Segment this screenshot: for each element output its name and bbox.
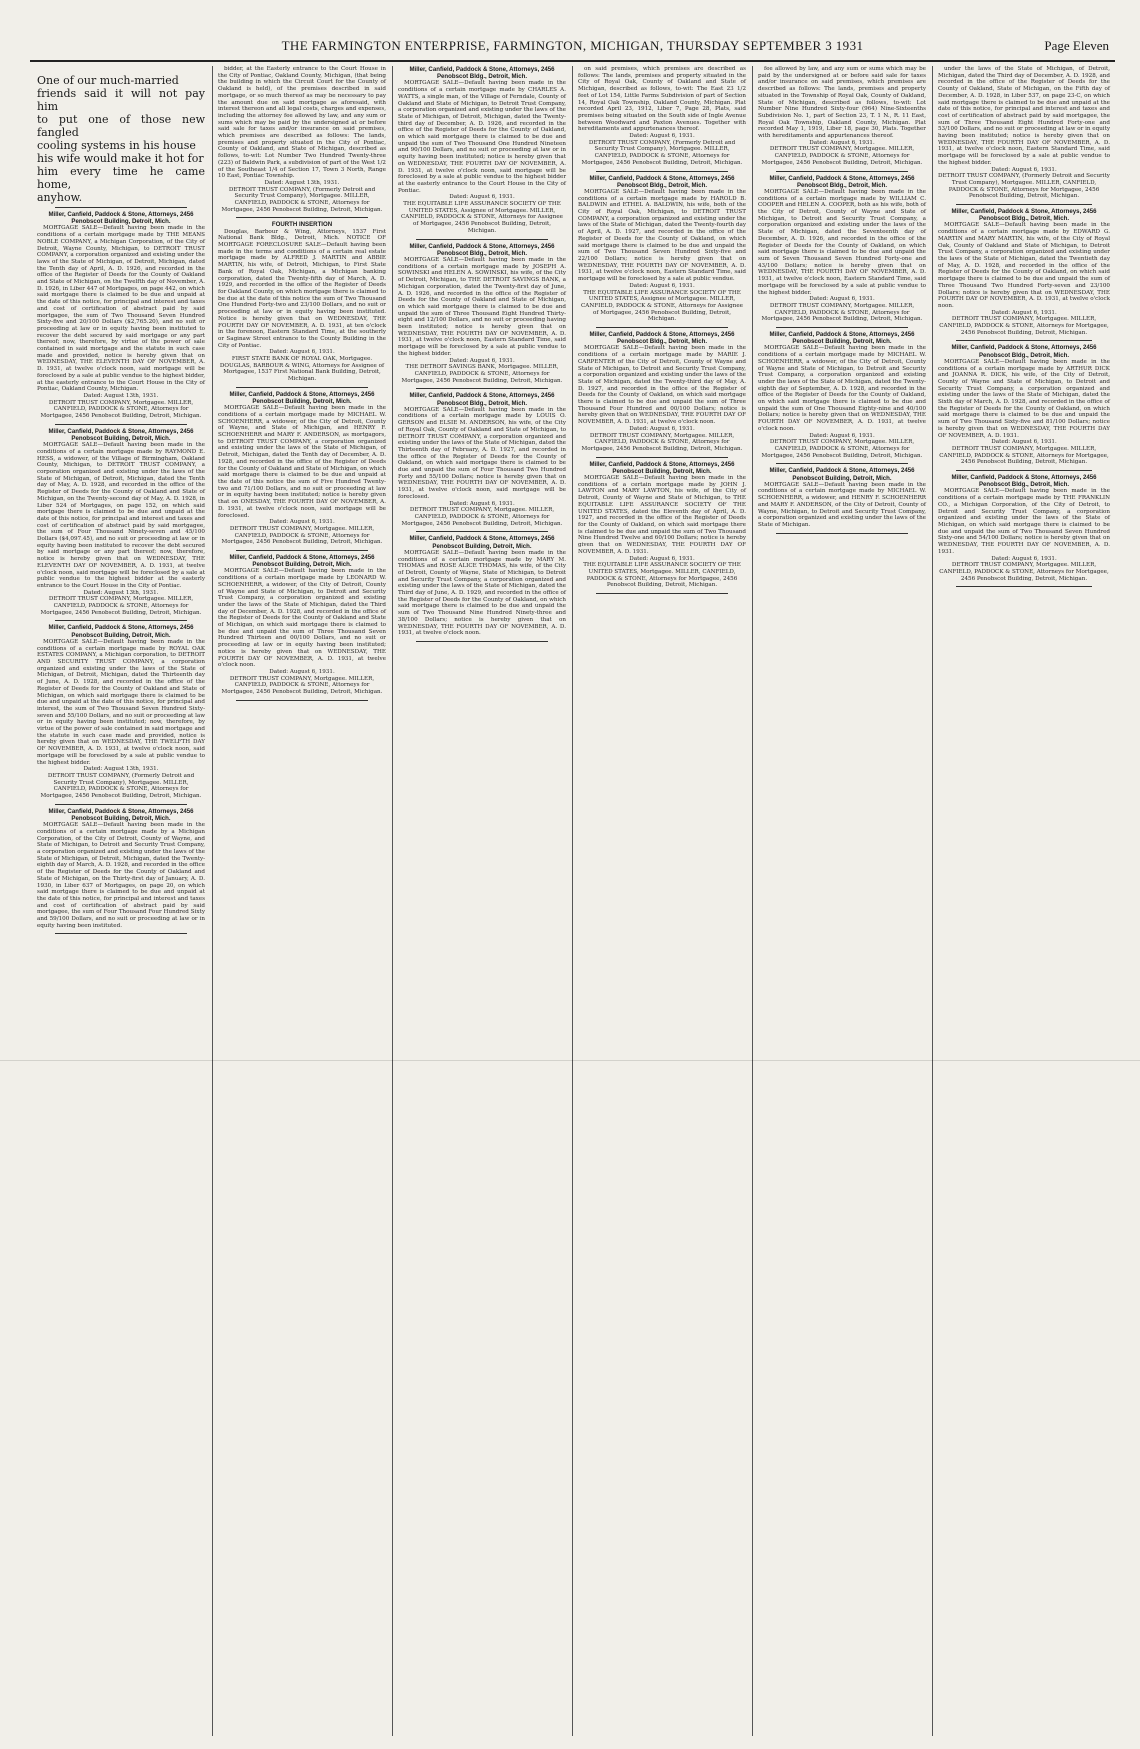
notice-dated: Dated: August 6, 1931.	[809, 296, 875, 303]
notice-signature: DETROIT TRUST COMPANY, (Formerly Detroit and Security Trust Company), Mortgagee. MILLER, CANFIELD, PADDOCK & STONE, Attorneys for Mortgagee, 2456 Penobscot Building, Detroit, Michigan.	[40, 772, 202, 800]
notice-dated: Dated: August 6, 1931.	[269, 668, 335, 675]
notice-separator	[596, 171, 728, 172]
notice-header: Miller, Canfield, Paddock & Stone, Attorneys, 2456 Penobscot Building, Detroit, Mich.	[48, 211, 194, 226]
notice-separator	[55, 933, 187, 934]
legal-notice	[398, 243, 566, 385]
notice-dated: Dated: August 6, 1931.	[629, 133, 695, 140]
notice-body: MORTGAGE SALE—Default having been made in the conditions of a certain mortgage made by MARY M. THOMAS and ROSE ALICE THOMAS, his wife, of the City of Detroit, County of Wayne, State of Michigan, to Detroit and Security Trust Company, a corporation organized and existing under the laws of the State of Michigan, dated the Third day of June, A. D. 1929, and recorded in the office of the Register of Deeds for the County of Oakland, on which said mortgage there is claimed to be due and unpaid the sum of Two Thousand Nine Hundred Ninety-three and 38/100 Dollars; notice is hereby given that on WEDNESDAY, THE FOURTH DAY OF NOVEMBER, A. D. 1931, at twelve o'clock noon.	[398, 549, 566, 637]
notice-body: MORTGAGE SALE—Default having been made in the conditions of a certain mortgage made by a Michigan Corporation, of the City of Detroit, County of Wayne, and State of Michigan, to Detroit and Security Trust Company, a corporation organized and existing under the laws of the State of Michigan, of Detroit, Michigan, dated the Twenty-eighth day of March, A. D. 1928, and recorded in the office of the Register of Deeds for the County of Oakland and State of Michigan, on the Thirty-first day of January, A. D. 1930, in Liber 637 of Mortgages, on page 20, on which said mortgage there is claimed to be due and unpaid at the date of this notice, for principal and interest and taxes and cost of certification of abstract paid by said mortgagee, the sum of Four Thousand Four Hundred Sixty and 59/100 Dollars, and no suit or proceeding at law or in equity having been instituted.	[37, 822, 205, 929]
ad-line: to put one of those new fangled	[37, 113, 205, 139]
legal-notice	[218, 391, 386, 546]
notice-signature: DETROIT TRUST COMPANY, (Formerly Detroit and Security Trust Company), Mortgagee. MILLER, CANFIELD, PADDOCK & STONE, Attorneys for Mortgagee, 2456 Penobscot Building, Detroit, Michigan.	[938, 173, 1110, 200]
humor-filler-ad	[37, 74, 205, 204]
notice-dated: Dated: August 6, 1931.	[809, 139, 875, 146]
notice-body: MORTGAGE SALE—Default having been made in the conditions of a certain mortgage made by MICHAEL W. SCHOENHERR, a widower, and HENRY F. SCHOENHERR and MARY F. ANDERSON, of the City of Detroit, County of Wayne, Michigan, to Detroit and Security Trust Company, a corporation organized and existing under the laws of the State of Michigan.	[758, 481, 926, 528]
column-4	[572, 66, 751, 1736]
legal-notice	[938, 474, 1110, 582]
notice-dated: Dated: August 6, 1931.	[449, 357, 515, 364]
notice-dated: Dated: August 13th, 1931.	[83, 392, 159, 399]
notice-signature: DETROIT TRUST COMPANY, Mortgagee. MILLER, CANFIELD, PADDOCK & STONE, Attorneys for Mortgagee, 2456 Penobscot Building, Detroit, Michigan.	[761, 439, 923, 459]
notice-header: Miller, Canfield, Paddock & Stone, Attorneys, 2456 Penobscot Building, Detroit, Mich.	[769, 331, 915, 346]
notice-header: Miller, Canfield, Paddock & Stone, Attorneys, 2456 Penobscot Bldg., Detroit, Mich.	[409, 392, 555, 407]
page-fold-crease	[0, 1060, 1140, 1061]
notice-signature: DETROIT TRUST COMPANY, Mortgagee. MILLER, CANFIELD, PADDOCK & STONE, Attorneys for Mortgagee, 2456 Penobscot Building, Detroit, Michigan.	[221, 675, 383, 696]
legal-notice	[758, 66, 926, 167]
legal-notice	[578, 66, 746, 167]
notice-signature: THE DETROIT SAVINGS BANK, Mortgagee. MILLER, CANFIELD, PADDOCK & STONE, Attorneys for Mortgagee, 2456 Penobscot Building, Detroit, Michigan.	[401, 364, 563, 384]
notice-dated: Dated: August 13th, 1931.	[83, 766, 159, 773]
notice-separator	[596, 593, 728, 594]
notice-separator	[236, 700, 368, 701]
notice-header: Miller, Canfield, Paddock & Stone, Attorneys, 2456 Penobscot Building, Detroit, Mich.	[589, 460, 735, 475]
notice-signature: DETROIT TRUST COMPANY, Mortgagee. MILLER, CANFIELD, PADDOCK & STONE, Attorneys for Mortgagee, 2456 Penobscot Building, Detroit, Michigan.	[939, 316, 1109, 336]
notice-separator	[416, 641, 548, 642]
notice-separator	[416, 388, 548, 389]
legal-notice	[218, 554, 386, 696]
ad-line: him every time he came home,	[37, 165, 205, 191]
notice-signature: THE EQUITABLE LIFE ASSURANCE SOCIETY OF THE UNITED STATES, Mortgagee. MILLER, CANFIELD, PADDOCK & STONE, Attorneys for Mortgagee, 2456 Penobscot Building, Detroit, Michigan.	[583, 562, 741, 589]
notice-body: bidder, at the Easterly entrance to the Court House in the City of Pontiac, Oakland County, Michigan, (that being the building in which the Circuit Court for the County of Oakland is held), of the premises described in said mortgage, or so much thereof as may be necessary to pay the amount due on said mortgage as aforesaid, with interest thereon and all legal costs, charges and expenses, including the attorney fee allowed by law, and any sum or sums which may be paid by the undersigned at or before said sale for taxes and/or insurance on said premises, which premises are described as follows: The lands, premises and property situated in the City of Pontiac, County of Oakland, and State of Michigan, described as follows, to-wit: Lot Number Two Hundred Twenty-three (223) of Baldwin Park, a subdivision of part of the West 1/2 of the Southeast 1/4 of Section 17, Town 3 North, Range 10 East, Pontiac Township.	[218, 66, 386, 180]
notice-header: Miller, Canfield, Paddock & Stone, Attorneys, 2456 Penobscot Building, Detroit, Mich.	[769, 467, 915, 482]
notice-dated: Dated: August 6, 1931.	[449, 194, 515, 201]
notice-dated: Dated: August 6, 1931.	[449, 500, 515, 507]
notice-header: Miller, Canfield, Paddock & Stone, Attorneys, 2456 Penobscot Building, Detroit, Mich.	[229, 390, 375, 406]
notice-header: Miller, Canfield, Paddock & Stone, Attorneys, 2456 Penobscot Bldg., Detroit, Mich.	[769, 174, 915, 189]
notice-dated: Dated: August 6, 1931.	[269, 349, 335, 356]
notice-separator	[776, 463, 908, 464]
legal-notice	[758, 175, 926, 323]
notice-signature: DETROIT TRUST COMPANY, Mortgagee. MILLER, CANFIELD, PADDOCK & STONE, Attorneys for Mortgagee, 2456 Penobscot Building, Detroit, Michigan.	[40, 399, 202, 420]
legal-notice	[938, 344, 1110, 466]
notice-signature: THE EQUITABLE LIFE ASSURANCE SOCIETY OF THE UNITED STATES, Assignee of Mortgagee. MILLER, CANFIELD, PADDOCK & STONE, Attorneys for Assignee of Mortgagee, 2456 Penobscot Building, Detroit, Michigan.	[581, 289, 743, 323]
notice-signature: DETROIT TRUST COMPANY, (Formerly Detroit and Security Trust Company), Mortgagee. MILLER, CANFIELD, PADDOCK & STONE, Attorneys for Mortgagee, 2456 Penobscot Building, Detroit, Michigan.	[221, 186, 383, 213]
notice-body: MORTGAGE SALE—Default having been made in the conditions of a certain mortgage made by WILLIAM C. COOPER and HELEN A. COOPER, both as his wife, both of the City of Detroit, County of Wayne and State of Michigan, to Detroit and Security Trust Company, a corporation organized and existing under the laws of the State of Michigan, dated the Seventeenth day of December, A. D. 1926, and recorded in the office of the Register of Deeds for the County of Oakland, on which said mortgage there is claimed to be due and unpaid the sum of Seven Thousand Seven Hundred Forty-one and 43/100 Dollars; notice is hereby given that on WEDNESDAY, THE FOURTH DAY OF NOVEMBER, A. D. 1931, at twelve o'clock noon, Eastern Standard Time, said mortgage will be foreclosed by a sale at public vendue to the highest bidder.	[758, 188, 926, 296]
notice-signature: DETROIT TRUST COMPANY, Mortgagee. MILLER, CANFIELD, PADDOCK & STONE, Attorneys for Mortgagee, 2456 Penobscot Building, Detroit, Michigan.	[939, 562, 1109, 582]
legal-notice	[37, 428, 205, 617]
notice-separator	[956, 204, 1092, 205]
page-number-label: Page Eleven	[1044, 38, 1109, 53]
ad-separator	[55, 207, 187, 208]
notice-body: MORTGAGE SALE—Default having been made in the conditions of a certain mortgage made by JOSEPH A. SOWINSKI and HELEN A. SOWINSKI, his wife, of the City of Detroit, Michigan, to THE DETROIT SAVINGS BANK, a Michigan corporation, dated the Twenty-first day of June, A. D. 1926, and recorded in the office of the Register of Deeds for the County of Oakland and State of Michigan, on which said mortgage there is claimed to be due and unpaid the sum of Three Thousand Eight Hundred Thirty-eight and 12/100 Dollars, and no suit or proceeding having been instituted; notice is hereby given that on WEDNESDAY, THE FOURTH DAY OF NOVEMBER, A. D. 1931, at twelve o'clock noon, Eastern Standard Time, said mortgage will be foreclosed by a sale at public vendue to the highest bidder.	[398, 256, 566, 357]
notice-header: Miller, Canfield, Paddock & Stone, Attorneys, 2456 Penobscot Bldg., Detroit, Mich.	[951, 344, 1097, 359]
legal-notice	[938, 66, 1110, 200]
notice-header: Miller, Canfield, Paddock & Stone, Attorneys, 2456 Penobscot Building, Detroit, Mich.	[48, 807, 194, 822]
ad-line: cooling systems in his house	[37, 139, 196, 152]
column-6	[932, 66, 1115, 1736]
legal-notices-columns	[32, 66, 1114, 1736]
masthead-rule	[30, 60, 1115, 62]
column-1	[32, 66, 210, 1736]
notice-separator	[55, 804, 187, 805]
notice-header: FOURTH INSERTION	[271, 221, 333, 229]
notice-separator	[416, 531, 548, 532]
notice-body: under the laws of the State of Michigan, of Detroit, Michigan, dated the Third day of December, A. D. 1928, and recorded in the office of the Register of Deeds for the County of Oakland, State of Michigan, on the Fifth day of December, A. D. 1928, in Liber 537, on page 23-C, on which said mortgage there is claimed to be due and unpaid at the date of this notice, for principal and interest and taxes and cost of certification of abstract paid by said mortgagee, the sum of Three Thousand Eight Hundred Forty-one and 53/100 Dollars, and no suit or proceeding at law or in equity having been instituted; notice is hereby given that on WEDNESDAY, THE FOURTH DAY OF NOVEMBER, A. D. 1931, at twelve o'clock noon, Eastern Standard Time, said mortgage will be foreclosed by a sale at public vendue to the highest bidder.	[938, 66, 1110, 166]
ad-line: One of our much-married	[37, 74, 179, 87]
notice-dated: Dated: August 6, 1931.	[629, 425, 695, 432]
legal-notice	[938, 208, 1110, 336]
notice-body: MORTGAGE SALE—Default having been made in the conditions of a certain mortgage made by ROYAL OAK ESTATES COMPANY, a Michigan corporation, to DETROIT AND SECURITY TRUST COMPANY, a corporation organized and existing under the laws of the State of Michigan, of Detroit, Michigan, dated the Thirteenth day of June, A. D. 1928, and recorded in the office of the Register of Deeds for the County of Oakland and State of Michigan, on which said mortgage there is claimed to be due and unpaid at the date of this notice, for principal and interest, the sum of Two Thousand Seven Hundred Sixty-seven and 55/100 Dollars, and no suit or proceeding at law or in equity having been instituted; now, therefore, by virtue of the power of sale contained in said mortgage and the statute in such case made and provided, notice is hereby given that on WEDNESDAY, THE TWELFTH DAY OF NOVEMBER, A. D. 1931, at twelve o'clock noon, said mortgage will be foreclosed by a sale at public vendue to the highest bidder.	[37, 638, 205, 766]
masthead	[30, 38, 1115, 60]
notice-body: MORTGAGE SALE—Default having been made in the conditions of a certain mortgage made by ARTHUR DICK and JOANNA R. DICK, his wife, of the City of Detroit, County of Wayne and State of Michigan, to Detroit and Security Trust Company, a corporation organized and existing under the laws of the State of Michigan, dated the Sixth day of March, A. D. 1928, and recorded in the office of the Register of Deeds for the County of Oakland, on which said mortgage there is claimed to be due and unpaid the sum of Two Thousand Sixty-five and 81/100 Dollars; notice is hereby given that on WEDNESDAY, THE FOURTH DAY OF NOVEMBER, A. D. 1931.	[938, 358, 1110, 439]
legal-notice	[578, 175, 746, 323]
notice-separator	[596, 457, 728, 458]
legal-notice	[218, 66, 386, 213]
notice-header: Miller, Canfield, Paddock & Stone, Attorneys, 2456 Penobscot Bldg., Detroit, Mich.	[409, 66, 555, 81]
notice-separator	[236, 387, 368, 388]
notice-signature: DETROIT TRUST COMPANY, Mortgagee. MILLER, CANFIELD, PADDOCK & STONE, Attorneys for Mortgagee, 2456 Penobscot Building, Detroit, Michigan.	[761, 146, 923, 166]
notice-signature: DETROIT TRUST COMPANY, Mortgagee. MILLER, CANFIELD, PADDOCK & STONE, Attorneys for Mortgagee, 2456 Penobscot Building, Detroit, Michigan.	[761, 302, 923, 323]
notice-body: Douglas, Barbour & Wing, Attorneys, 1537 First National Bank Bldg., Detroit, Mich. NOTICE OF MORTGAGE FORECLOSURE SALE—Default having been made in the terms and conditions of a certain real estate mortgage made by ALFRED J. MARTIN and ABBIE MARTIN, his wife, of Detroit, Michigan, to First State Bank of Royal Oak, Michigan, a Michigan banking corporation, dated the Twenty-fifth day of March, A. D. 1929, and recorded in the office of the Register of Deeds for Oakland County, on which mortgage there is claimed to be due at the date of this notice the sum of Two Thousand One Hundred Forty-two and 23/100 Dollars, and no suit or proceeding at law or in equity having been instituted. Notice is hereby given that on WEDNESDAY, THE FOURTH DAY OF NOVEMBER, A. D. 1931, at ten o'clock in the forenoon, Eastern Standard Time, at the southerly or Saginaw Street entrance to the County Building in the City of Pontiac.	[218, 228, 386, 349]
legal-notice	[758, 331, 926, 459]
notice-separator	[236, 217, 368, 218]
ad-line: friends said it will not pay him	[37, 87, 205, 113]
notice-signature: DETROIT TRUST COMPANY, Mortgagee. MILLER, CANFIELD, PADDOCK & STONE, Attorneys for Mortgagee, 2456 Penobscot Building, Detroit, Michigan.	[581, 432, 743, 452]
masthead-title: THE FARMINGTON ENTERPRISE, FARMINGTON, MICHIGAN, THURSDAY SEPTEMBER 3 1931	[281, 38, 864, 53]
notice-header: Miller, Canfield, Paddock & Stone, Attorneys, 2456 Penobscot Bldg., Detroit, Mich.	[409, 242, 555, 257]
notice-signature: DETROIT TRUST COMPANY, (Formerly Detroit and Security Trust Company), Mortgagee. MILLER, CANFIELD, PADDOCK & STONE, Attorneys for Mortgagee, 2456 Penobscot Building, Detroit, Michigan.	[581, 139, 743, 166]
notice-separator	[956, 470, 1092, 471]
notice-separator	[776, 533, 908, 534]
ad-line: his wife would make it hot for	[37, 152, 204, 165]
notice-header: Miller, Canfield, Paddock & Stone, Attorneys, 2456 Penobscot Bldg., Detroit, Mich.	[589, 331, 735, 346]
legal-notice	[398, 535, 566, 637]
column-2	[212, 66, 391, 1736]
notice-dated: Dated: August 6, 1931.	[629, 555, 695, 562]
notice-header: Miller, Canfield, Paddock & Stone, Attorneys, 2456 Penobscot Building, Detroit, Mich.	[409, 535, 555, 550]
notice-dated: Dated: August 6, 1931.	[991, 555, 1057, 562]
notice-dated: Dated: August 6, 1931.	[991, 439, 1057, 446]
column-5	[752, 66, 931, 1736]
notice-body: MORTGAGE SALE—Default having been made in the conditions of a certain mortgage made by THE FRANKLIN CO., a Michigan Corporation, of the City of Detroit, to Detroit and Security Trust Company, a corporation organized and existing under the laws of the State of Michigan, on which said mortgage there is claimed to be due and unpaid the sum of Two Thousand Seven Hundred Sixty-one and 54/100 Dollars; notice is hereby given that on WEDNESDAY, THE FOURTH DAY OF NOVEMBER, A. D. 1931.	[938, 488, 1110, 555]
notice-body: MORTGAGE SALE—Default having been made in the conditions of a certain mortgage made by EDWARD G. MARTIN and MARY MARTIN, his wife, of the City of Royal Oak, County of Oakland and State of Michigan, to Detroit Trust Company, a corporation organized and existing under the laws of the State of Michigan, dated the Twentieth day of May, A. D. 1928, and recorded in the office of the Register of Deeds for the County of Oakland, on which said mortgage there is claimed to be due and unpaid the sum of Three Thousand Two Hundred Forty-seven and 23/100 Dollars; notice is hereby given that on WEDNESDAY, THE FOURTH DAY OF NOVEMBER, A. D. 1931, at twelve o'clock noon.	[938, 222, 1110, 309]
notice-separator	[776, 171, 908, 172]
notice-separator	[596, 327, 728, 328]
legal-notice	[398, 392, 566, 527]
notice-separator	[236, 550, 368, 551]
notice-signature: DETROIT TRUST COMPANY, Mortgagee. MILLER, CANFIELD, PADDOCK & STONE, Attorneys for Mortgagee, 2456 Penobscot Building, Detroit, Michigan.	[939, 445, 1109, 466]
ad-line: anyhow.	[37, 191, 83, 204]
notice-body: MORTGAGE SALE—Default having been made in the conditions of a certain mortgage made by RAYMOND E. HESS, a widower, of the Village of Birmingham, Oakland County, Michigan, to DETROIT TRUST COMPANY, a corporation organized and existing under the laws of the State of Michigan, of Detroit, Michigan, dated the Tenth day of May, A. D. 1928, and recorded in the office of the Register of Deeds for the County of Oakland and State of Michigan, on the Twenty-second day of May, A. D. 1928, in Liber 524 of Mortgages, on page 152, on which said mortgage there is claimed to be due and unpaid at the date of this notice, for principal and interest and taxes and cost of certification of abstract paid by said mortgagee, the sum of Four Thousand Ninety-seven and 45/100 Dollars ($4,097.45), and no suit or proceeding at law or in equity having been instituted to recover the debt secured by said mortgage or any part thereof; now, therefore, notice is hereby given that on WEDNESDAY, THE ELEVENTH DAY OF NOVEMBER, A. D. 1931, at twelve o'clock noon, said mortgage will be foreclosed by a sale at public vendue to the highest bidder at the easterly entrance to the Court House in the City of Pontiac.	[37, 442, 205, 589]
legal-notice	[37, 808, 205, 930]
legal-notice	[578, 331, 746, 453]
column-3	[392, 66, 571, 1736]
legal-notice	[218, 221, 386, 382]
notice-body: MORTGAGE SALE—Default having been made in the conditions of a certain mortgage made by JOHN J. LAWTON and MARY LAWTON, his wife, of the City of Detroit, County of Wayne and State of Michigan, to THE EQUITABLE LIFE ASSURANCE SOCIETY OF THE UNITED STATES, dated the Eleventh day of April, A. D. 1927, and recorded in the office of the Register of Deeds for the County of Oakland, on which said mortgage there is claimed to be due and unpaid the sum of Two Thousand Nine Hundred Twelve and 60/100 Dollars; notice is hereby given that on WEDNESDAY, THE FOURTH DAY OF NOVEMBER, A. D. 1931.	[578, 475, 746, 555]
notice-separator	[956, 340, 1092, 341]
notice-dated: Dated: August 6, 1931.	[991, 309, 1057, 316]
notice-dated: Dated: August 6, 1931.	[269, 519, 335, 526]
notice-dated: Dated: August 6, 1931.	[809, 432, 875, 439]
notice-header: Miller, Canfield, Paddock & Stone, Attorneys, 2456 Penobscot Building, Detroit, Mich.	[229, 554, 375, 569]
notice-separator	[55, 620, 187, 621]
notice-signature: DETROIT TRUST COMPANY, Mortgagee. MILLER, CANFIELD, PADDOCK & STONE, Attorneys for Mortgagee, 2456 Penobscot Building, Detroit, Michigan.	[401, 507, 563, 527]
notice-body: MORTGAGE SALE—Default having been made in the conditions of a certain mortgage made by THE MEANS NOBLE COMPANY, a Michigan Corporation, of the City of Detroit, Wayne County, Michigan, to DETROIT TRUST COMPANY, a corporation organized and existing under the laws of the State of Michigan, of Detroit, Michigan, dated the Tenth day of April, A. D. 1926, and recorded in the office of the Register of Deeds for the County of Oakland and State of Michigan, on the Twelfth day of November, A. D. 1926, in Liber 447 of Mortgages, on page 442, on which said mortgage there is claimed to be due and unpaid at the date of this notice, for principal and interest and taxes and cost of certification of abstract paid by said mortgagee, the sum of Two Thousand Seven Hundred Sixty-five and 20/100 Dollars ($2,765.20), and no suit or proceeding at law or in equity having been instituted to recover the debt secured by said mortgage or any part thereof; now, therefore, by virtue of the power of sale contained in said mortgage and the statute in such case made and provided, notice is hereby given that on WEDNESDAY, THE ELEVENTH DAY OF NOVEMBER, A. D. 1931, at twelve o'clock noon, said mortgage will be foreclosed by a sale at public vendue to the highest bidder, at the easterly entrance to the Court House in the City of Pontiac, Oakland County, Michigan.	[37, 225, 205, 393]
notice-body: MORTGAGE SALE—Default having been made in the conditions of a certain mortgage made by LOUIS O. GERSON and ELSIE M. ANDERSON, his wife, of the City of Royal Oak, County of Oakland and State of Michigan, to DETROIT TRUST COMPANY, a corporation organized and existing under the laws of the State of Michigan, dated the Thirteenth day of February, A. D. 1927, and recorded in the office of the Register of Deeds for the County of Oakland, on which said mortgage there is claimed to be due and unpaid the sum of Four Thousand Two Hundred Forty and 55/100 Dollars; notice is hereby given that on WEDNESDAY, THE FOURTH DAY OF NOVEMBER, A. D. 1931, at twelve o'clock noon, said mortgage will be foreclosed.	[398, 406, 566, 500]
notice-separator	[956, 586, 1092, 587]
notice-signature: THE EQUITABLE LIFE ASSURANCE SOCIETY OF THE UNITED STATES, Assignee of Mortgagee. MILLER, CANFIELD, PADDOCK & STONE, Attorneys for Assignee of Mortgagee, 2456 Penobscot Building, Detroit, Michigan.	[401, 201, 563, 234]
legal-notice	[37, 624, 205, 799]
notice-body: MORTGAGE SALE—Default having been made in the conditions of a certain mortgage made by MICHAEL W. SCHOENHERR, a widower, of the City of Detroit, County of Wayne, and State of Michigan, and HENRY F. SCHOENHERR and MARY F. ANDERSON, as mortgagors, to DETROIT TRUST COMPANY, a corporation organized and existing under the laws of the State of Michigan, of Detroit, Michigan, dated the Tenth day of December, A. D. 1928, and recorded in the office of the Register of Deeds for the County of Oakland and State of Michigan, on which said mortgage there is claimed to be due and unpaid at the date of this notice the sum of Five Hundred Twenty-two and 71/100 Dollars, and no suit or proceeding at law or in equity having been instituted; notice is hereby given that on ONESDAY, THE FOURTH DAY OF NOVEMBER, A. D. 1931, at twelve o'clock noon, said mortgage will be foreclosed.	[218, 405, 386, 519]
notice-header: Miller, Canfield, Paddock & Stone, Attorneys, 2456 Penobscot Bldg., Detroit, Mich.	[589, 174, 735, 189]
notice-header: Miller, Canfield, Paddock & Stone, Attorneys, 2456 Penobscot Bldg., Detroit, Mich.	[951, 474, 1097, 489]
notice-dated: Dated: August 6, 1931.	[629, 282, 695, 289]
notice-header: Miller, Canfield, Paddock & Stone, Attorneys, 2456 Penobscot Building, Detroit, Mich.	[48, 427, 194, 442]
notice-dated: Dated: August 13th, 1931.	[83, 589, 159, 596]
notice-dated: Dated: August 13th, 1931.	[264, 179, 340, 186]
notice-signature: DETROIT TRUST COMPANY, Mortgagee. MILLER, CANFIELD, PADDOCK & STONE, Attorneys for Mortgagee, 2456 Penobscot Building, Detroit, Michigan.	[221, 525, 383, 546]
notice-signature: FIRST STATE BANK OF ROYAL OAK, Mortgagee. DOUGLAS, BARBOUR & WING, Attorneys for Assignee of Mortgagee, 1537 First National Bank Building, Detroit, Michigan.	[219, 356, 385, 383]
notice-separator	[416, 239, 548, 240]
notice-body: MORTGAGE SALE—Default having been made in the conditions of a certain mortgage made by MARIE J. CARPENTER of the City of Detroit, County of Wayne and State of Michigan, to Detroit and Security Trust Company, a corporation organized and existing under the laws of the State of Michigan, dated the Twenty-third day of May, A. D. 1927, and recorded in the office of the Register of Deeds for the County of Oakland, on which said mortgage there is claimed to be due and unpaid the sum of Three Thousand Four Hundred and 00/100 Dollars; notice is hereby given that on WEDNESDAY, THE FOURTH DAY OF NOVEMBER, A. D. 1931, at twelve o'clock noon.	[578, 345, 746, 426]
legal-notice	[578, 461, 746, 589]
legal-notice	[758, 467, 926, 528]
legal-notice	[37, 211, 205, 420]
notice-body: MORTGAGE SALE—Default having been made in the conditions of a certain mortgage made by MICHAEL W. SCHOENHERR, a widower, of the City of Detroit, County of Wayne and State of Michigan, to Detroit and Security Trust Company, a corporation organized and existing under the laws of the State of Michigan, dated the Twenty-eighth day of September, A. D. 1928, and recorded in the office of the Register of Deeds for the County of Oakland, on which said mortgage there is claimed to be due and unpaid the sum of One Thousand Eighty-nine and 40/100 Dollars; notice is hereby given that on WEDNESDAY, THE FOURTH DAY OF NOVEMBER, A. D. 1931, at twelve o'clock noon.	[758, 345, 926, 432]
notice-body: on said premises, which premises are described as follows: The lands, premises and property situated in the City of Royal Oak, County of Oakland and State of Michigan, described as follows, to-wit: The East 23 1/2 feet of Lot 154, Little Farms Subdivision of part of Section 14, Royal Oak Township, Oakland County, Michigan. Plat recorded April 23, 1912, Liber 7, Page 28, Plats, said premises being situated on the South side of Ingle Avenue between Woodward and Paxton Avenues. Together with hereditaments and appurtenances thereof.	[578, 66, 746, 133]
notice-body: MORTGAGE SALE—Default having been made in the conditions of a certain mortgage made by LEONARD W. SCHOENHERR, a widower, of the City of Detroit, County of Wayne and State of Michigan, to Detroit and Security Trust Company, a corporation organized and existing under the laws of the State of Michigan, dated the Third day of December, A. D. 1928, and recorded in the office of the Register of Deeds for the County of Oakland and State of Michigan, on which said mortgage there is claimed to be due and unpaid the sum of Three Thousand Seven Hundred Thirteen and 00/100 Dollars, and no suit or proceeding at law or in equity having been instituted; notice is hereby given that on WEDNESDAY, THE FOURTH DAY OF NOVEMBER, A. D. 1931, at twelve o'clock noon.	[218, 568, 386, 669]
notice-header: Miller, Canfield, Paddock & Stone, Attorneys, 2456 Penobscot Building, Detroit, Mich.	[48, 624, 194, 639]
notice-separator	[776, 327, 908, 328]
notice-body: MORTGAGE SALE—Default having been made in the conditions of a certain mortgage made by CHARLES A. WATTS, a single man, of the Village of Ferndale, County of Oakland and State of Michigan, to Detroit Trust Company, a corporation organized and existing under the laws of the State of Michigan, of Detroit, Michigan, dated the Twenty-third day of December, A. D. 1926, and recorded in the office of the Register of Deeds for the County of Oakland, on which said mortgage there is claimed to be due and unpaid the sum of Two Thousand One Hundred Nineteen and 90/100 Dollars, and no suit or proceeding at law or in equity having been instituted; notice is hereby given that on WEDNESDAY, THE FOURTH DAY OF NOVEMBER, A. D. 1931, at twelve o'clock noon, said mortgage will be foreclosed by a sale at public vendue to the highest bidder at the easterly entrance to the Court House in the City of Pontiac.	[398, 80, 566, 194]
notice-dated: Dated: August 6, 1931.	[991, 166, 1057, 173]
notice-signature: DETROIT TRUST COMPANY, Mortgagee. MILLER, CANFIELD, PADDOCK & STONE, Attorneys for Mortgagee, 2456 Penobscot Building, Detroit, Michigan.	[40, 596, 202, 616]
notice-body: MORTGAGE SALE—Default having been made in the conditions of a certain mortgage made by HAROLD B. BALDWIN and ETHEL A. BALDWIN, his wife, both of the City of Royal Oak, Michigan, to DETROIT TRUST COMPANY, a corporation organized and existing under the laws of the State of Michigan, dated the Twenty-fourth day of April, A. D. 1927, and recorded in the office of the Register of Deeds for the County of Oakland, on which said mortgage there is claimed to be due and unpaid the sum of Two Thousand Seven Hundred Sixty-five and 22/100 Dollars; notice is hereby given that on WEDNESDAY, THE FOURTH DAY OF NOVEMBER, A. D. 1931, at twelve o'clock noon, Eastern Standard Time, said mortgage will be foreclosed by a sale at public vendue.	[578, 188, 746, 283]
notice-header: Miller, Canfield, Paddock & Stone, Attorneys, 2456 Penobscot Bldg., Detroit, Mich.	[951, 208, 1097, 223]
notice-separator	[55, 424, 187, 425]
legal-notice	[398, 66, 566, 235]
notice-body: fee allowed by law, and any sum or sums which may be paid by the undersigned at or before said sale for taxes and/or insurance on said premises, which premises are described as follows: The lands, premises and property situated in the Township of Royal Oak, County of Oakland, State of Michigan, described as follows, to-wit: Lot Number Nine Hundred Sixty-four (964) Nine-Sixteenths Subdivision No. 1, part of Section 23, T. 1 N., R. 11 East, Royal Oak Township, Oakland County, Michigan. Plat recorded May 1, 1919, Liber 18, page 30, Plats. Together with hereditaments and appurtenances thereof.	[758, 66, 926, 140]
